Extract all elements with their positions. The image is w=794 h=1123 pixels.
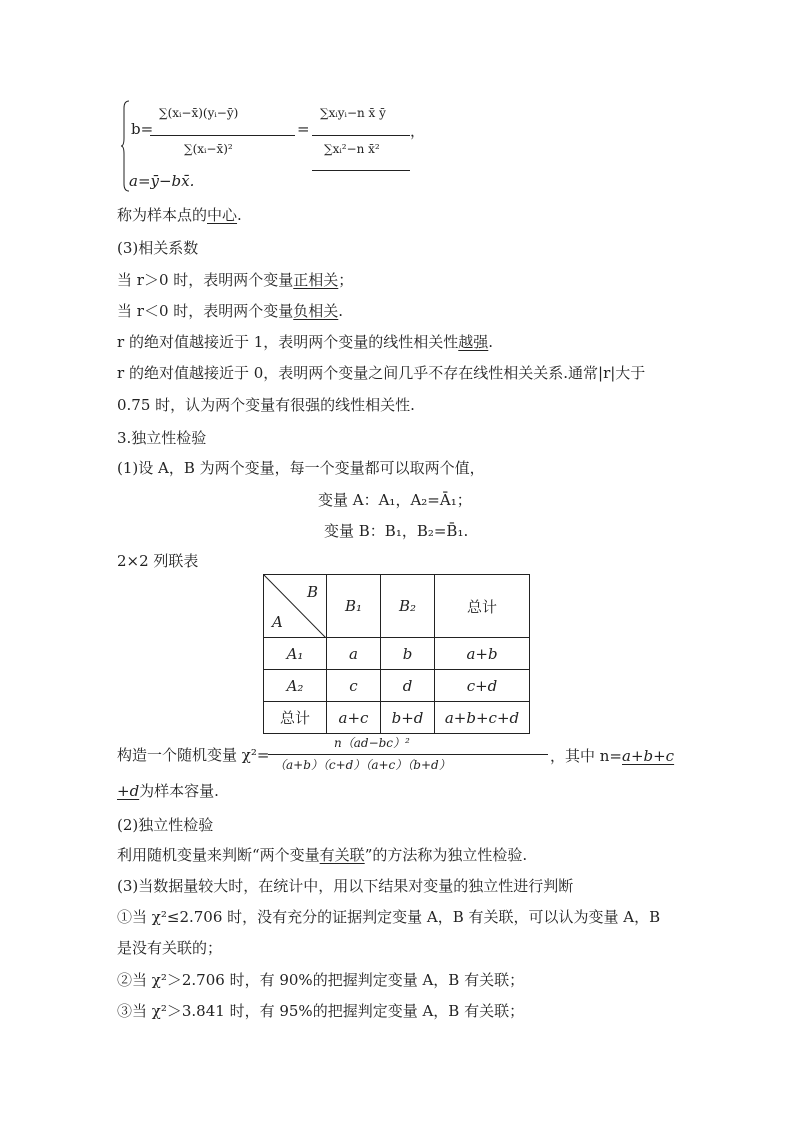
row-label: A₁ <box>264 638 327 670</box>
header-total: 总计 <box>435 575 530 638</box>
sum-numerator-1: ∑(xᵢ−x̄)(yᵢ−ȳ) <box>159 106 239 120</box>
table-cell: b <box>381 638 435 670</box>
sample-center-line: 称为样本点的中心. <box>117 206 242 224</box>
table-cell: d <box>381 670 435 702</box>
sum-denominator-2: ∑xᵢ²−n x̄² <box>324 142 380 156</box>
chi-where-line: ，其中 n=a+b+c <box>550 747 675 765</box>
indep-test-definition: 利用随机变量来判断“两个变量有关联”的方法称为独立性检验. <box>117 846 528 864</box>
rule-1-line-1: ①当 χ²≤2.706 时，没有充分的证据判定变量 A，B 有关联，可以认为变量 A，B <box>117 908 661 926</box>
chi-square-intro: 构造一个随机变量 χ²= <box>117 746 270 764</box>
formula-trail: ， <box>410 122 426 140</box>
table-row <box>264 670 530 702</box>
row-label: A₂ <box>264 670 327 702</box>
table-cell: c <box>327 670 381 702</box>
header-b1: B₁ <box>327 575 381 638</box>
table-cell: a+b+c+d <box>435 702 530 734</box>
equals-sign: = <box>297 120 310 138</box>
chi-denominator: （a+b）（c+d）（a+c）（b+d） <box>274 758 451 772</box>
a-equation: a=ȳ−bx̄. <box>129 172 195 190</box>
rule-1-line-2: 是没有关联的； <box>117 939 223 957</box>
weak-corr-line-1: r 的绝对值越接近于 0，表明两个变量之间几乎不存在线性相关关系.通常|r|大于 <box>117 364 646 382</box>
chi-fraction-bar <box>268 754 548 755</box>
weak-corr-line-2: 0.75 时，认为两个变量有很强的线性相关性. <box>117 396 415 414</box>
fraction-bar-2 <box>312 135 410 136</box>
contingency-table <box>263 574 530 734</box>
judgement-intro: (3)当数据量较大时，在统计中，用以下结果对变量的独立性进行判断 <box>117 877 574 895</box>
row-label: 总计 <box>264 702 327 734</box>
table-cell: a <box>327 638 381 670</box>
negative-corr-line: 当 r＜0 时，表明两个变量负相关. <box>117 302 344 320</box>
define-ab-line: (1)设 A，B 为两个变量，每一个变量都可以取两个值， <box>117 459 485 477</box>
section-independence: 3.独立性检验 <box>117 429 207 447</box>
underline-bar <box>312 170 410 171</box>
table-row <box>264 702 530 734</box>
section-correlation: (3)相关系数 <box>117 239 199 257</box>
section-indep-test: (2)独立性检验 <box>117 816 214 834</box>
fraction-bar-1 <box>150 135 295 136</box>
variable-b-line: 变量 B：B₁，B₂=B̄₁. <box>324 522 469 540</box>
chi-numerator: n（ad−bc）² <box>334 736 410 750</box>
sum-numerator-2: ∑xᵢyᵢ−n x̄ ȳ <box>320 106 386 120</box>
sum-denominator-1: ∑(xᵢ−x̄)² <box>184 142 233 156</box>
corner-b-label: B <box>306 583 318 601</box>
table-cell: a+b <box>435 638 530 670</box>
table-row <box>264 638 530 670</box>
strong-corr-line: r 的绝对值越接近于 1，表明两个变量的线性相关性越强. <box>117 333 494 351</box>
positive-corr-line: 当 r＞0 时，表明两个变量正相关； <box>117 271 354 289</box>
table-cell: c+d <box>435 670 530 702</box>
table-cell: b+d <box>381 702 435 734</box>
corner-a-label: A <box>272 613 283 631</box>
table-corner-cell <box>264 575 327 638</box>
variable-a-line: 变量 A：A₁，A₂=Ā₁； <box>318 491 472 509</box>
header-b2: B₂ <box>381 575 435 638</box>
table-cell: a+c <box>327 702 381 734</box>
b-lhs: b= <box>131 120 154 138</box>
rule-2: ②当 χ²＞2.706 时，有 90%的把握判定变量 A，B 有关联； <box>117 971 525 989</box>
sample-size-line: +d为样本容量. <box>117 782 219 800</box>
rule-3: ③当 χ²＞3.841 时，有 95%的把握判定变量 A，B 有关联； <box>117 1002 525 1020</box>
table-title: 2×2 列联表 <box>117 552 199 570</box>
